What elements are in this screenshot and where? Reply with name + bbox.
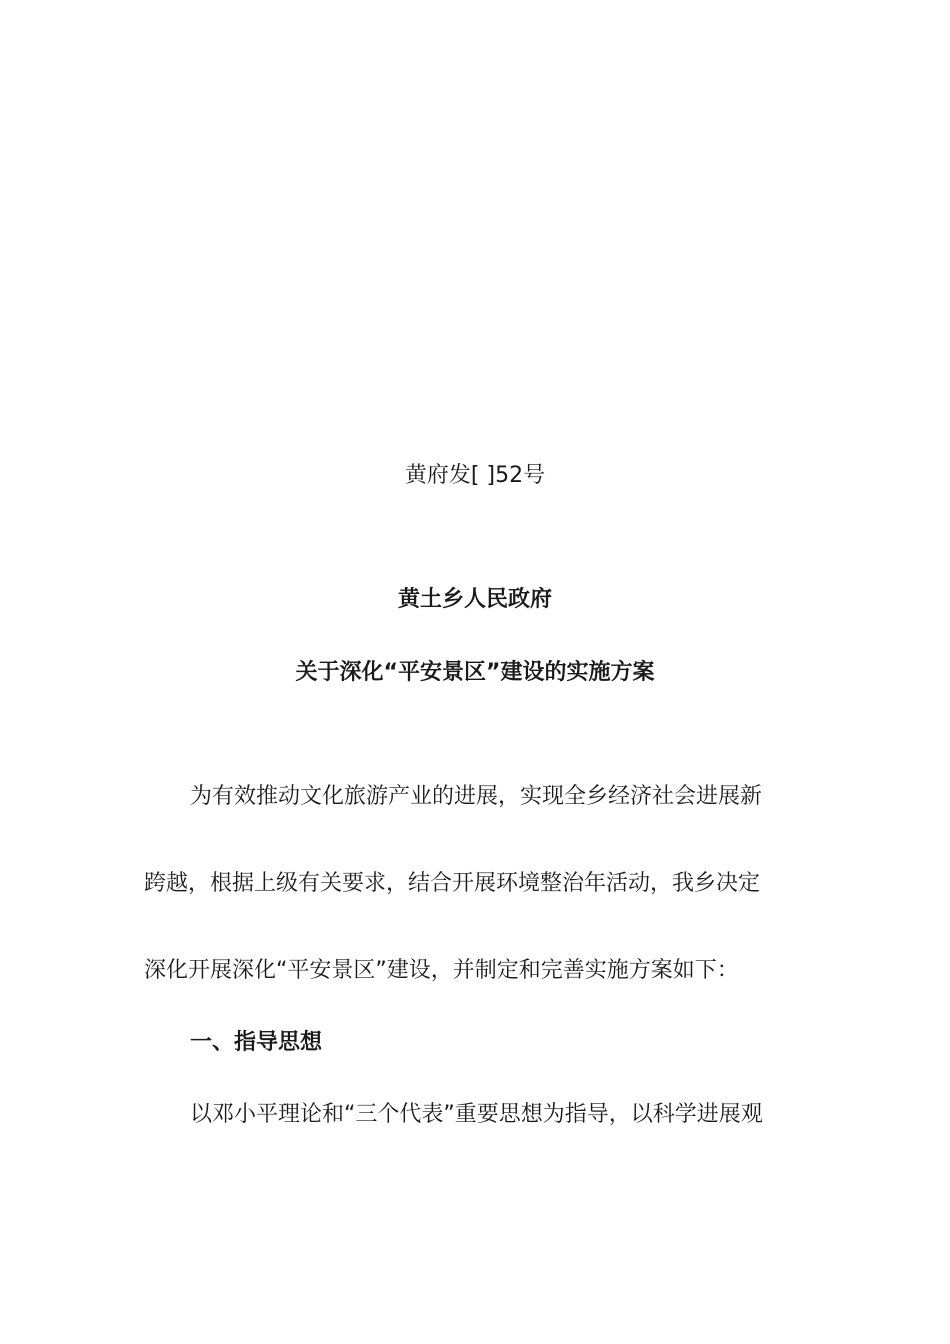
document-title-subject: 关于深化“平安景区”建设的实施方案 [295,660,655,685]
intro-paragraph-line: 为有效推动文化旅游产业的进展，实现全乡经济社会进展新 [190,784,763,809]
document-number: 黄府发[ ]52号 [404,463,546,488]
section-paragraph-line: 以邓小平理论和“三个代表”重要思想为指导，以科学进展观 [190,1102,763,1127]
intro-paragraph-line: 跨越，根据上级有关要求，结合开展环境整治年活动，我乡决定 [144,871,761,896]
intro-paragraph-line: 深化开展深化“平安景区”建设，并制定和完善实施方案如下： [144,958,739,983]
document-title-issuer: 黄土乡人民政府 [397,587,552,612]
section-heading-guiding-ideology: 一、指导思想 [190,1030,323,1055]
